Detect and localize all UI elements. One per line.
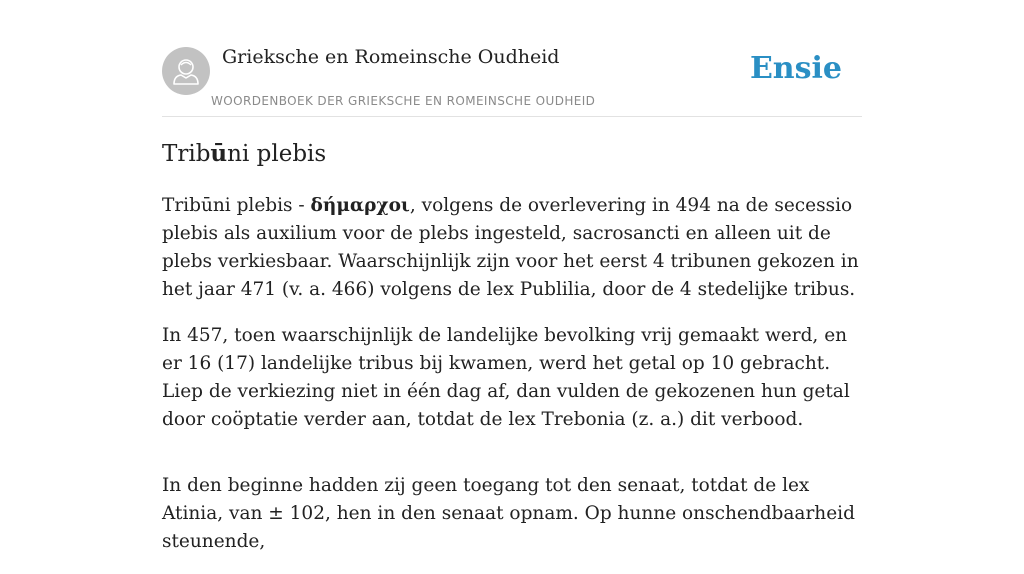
entry-title bbox=[162, 140, 326, 167]
site-title[interactable]: Grieksche en Romeinsche Oudheid bbox=[222, 46, 560, 68]
user-silhouette-icon bbox=[162, 47, 210, 95]
entry-title-end: ni plebis bbox=[227, 141, 327, 167]
paragraph-1 bbox=[162, 192, 862, 304]
entry-body bbox=[162, 192, 862, 574]
paragraph-2: In 457, toen waarschijnlijk de landelijke bevolking vrij gemaakt werd, en er 16 (17) landelijke tribus bij kwamen, werd het getal op 10 gebracht. Liep de verkiezing niet in één dag af, dan vulden de gekozenen hun getal door coöptatie verder aan, totdat de lex Trebonia (z. a.) dit verbood. bbox=[162, 325, 850, 430]
page bbox=[162, 0, 862, 552]
paragraph-3: In den beginne hadden zij geen toegang tot den senaat, totdat de lex Atinia, van ± 102, hen in den senaat opnam. Op hunne onschendbaarheid steunende, bbox=[162, 475, 855, 552]
entry-title-macron: ū bbox=[210, 140, 228, 167]
site-header bbox=[162, 0, 862, 117]
site-subtitle: WOORDENBOEK DER GRIEKSCHE EN ROMEINSCHE OUDHEID bbox=[211, 94, 596, 108]
paragraph-1-text: , volgens de overlevering in 494 na de secessio plebis als auxilium voor de plebs ingesteld, sacrosancti en alleen uit de plebs verkiesbaar. Waarschijnlijk zijn voor het eerst 4 tribunen gekozen in het jaar 471 (v. a. 466) volgens de lex Publilia, door de 4 stedelijke tribus. bbox=[162, 195, 859, 300]
entry-term: Tribūni plebis - bbox=[162, 195, 311, 216]
brand-logo[interactable]: Ensie bbox=[749, 51, 842, 86]
entry-title-start: Trib bbox=[162, 141, 211, 167]
greek-term: δήμαρχοι bbox=[310, 195, 410, 216]
avatar[interactable] bbox=[162, 47, 210, 95]
